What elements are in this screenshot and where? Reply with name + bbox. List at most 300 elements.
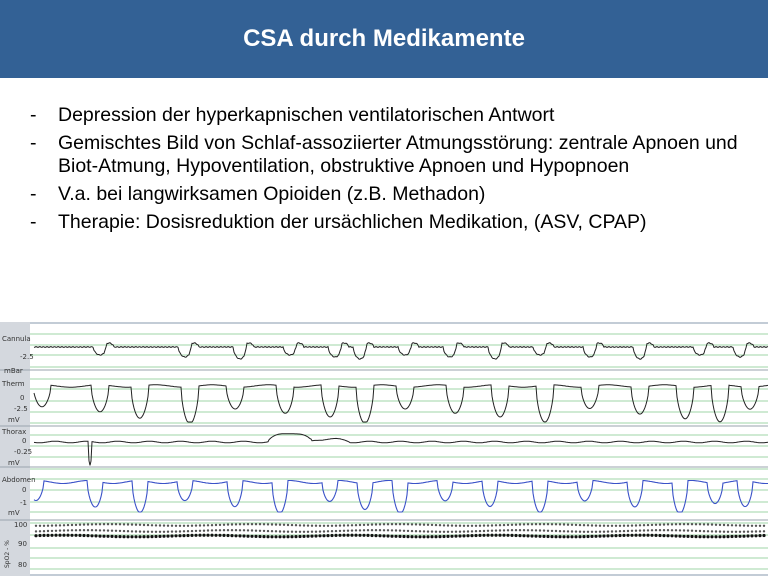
spo2-dot xyxy=(687,523,689,525)
spo2-dot xyxy=(63,529,65,531)
spo2-dot xyxy=(706,535,709,538)
spo2-dot xyxy=(478,534,481,537)
spo2-dot xyxy=(491,530,493,532)
spo2-dot xyxy=(379,529,381,531)
spo2-dot xyxy=(299,524,301,526)
bullet-item xyxy=(30,183,750,206)
spo2-dot xyxy=(230,534,233,537)
spo2-dot xyxy=(747,531,749,533)
spo2-dot xyxy=(218,534,221,537)
spo2-dot xyxy=(511,524,513,526)
spo2-dot xyxy=(662,534,665,537)
spo2-dot xyxy=(99,523,101,525)
spo2-dot xyxy=(579,524,581,526)
spo2-dot xyxy=(731,524,733,526)
spo2-dot xyxy=(402,535,405,538)
bullet-marker: - xyxy=(30,132,37,154)
spo2-dot xyxy=(202,534,205,537)
spo2-dot xyxy=(142,535,145,538)
spo2-dot xyxy=(163,531,165,533)
spo2-dot xyxy=(647,524,649,526)
spo2-dot xyxy=(366,534,369,537)
spo2-dot xyxy=(198,534,201,537)
polygraphy-svg xyxy=(0,322,768,576)
spo2-dot xyxy=(119,523,121,525)
spo2-dot xyxy=(323,530,325,532)
spo2-dot xyxy=(595,531,597,533)
spo2-dot xyxy=(379,523,381,525)
spo2-dot xyxy=(102,535,105,538)
spo2-dot xyxy=(615,530,617,532)
spo2-dot xyxy=(599,531,601,533)
spo2-dot xyxy=(759,525,761,527)
bullet-item xyxy=(30,104,750,127)
spo2-dot xyxy=(367,524,369,526)
spo2-dot xyxy=(291,531,293,533)
spo2-dot xyxy=(463,525,465,527)
spo2-dot xyxy=(667,523,669,525)
spo2-dot xyxy=(115,523,117,525)
spo2-dot xyxy=(499,524,501,526)
spo2-dot xyxy=(111,530,113,532)
spo2-dot xyxy=(403,523,405,525)
spo2-dot xyxy=(558,535,561,538)
spo2-dot xyxy=(495,524,497,526)
spo2-dot xyxy=(551,523,553,525)
spo2-dot xyxy=(203,530,205,532)
spo2-dot xyxy=(143,524,145,526)
bullet-item xyxy=(30,132,750,178)
spo2-dot xyxy=(594,535,597,538)
spo2-dot xyxy=(715,530,717,532)
spo2-dot xyxy=(334,534,337,537)
spo2-dot xyxy=(159,531,161,533)
spo2-dot xyxy=(642,534,645,537)
spo2-dot xyxy=(306,535,309,538)
spo2-dot xyxy=(383,529,385,531)
spo2-dot xyxy=(519,529,521,531)
spo2-dot xyxy=(310,535,313,538)
axis-tick-label: -2.5 xyxy=(14,405,28,413)
spo2-dot xyxy=(206,534,209,537)
spo2-dot xyxy=(435,524,437,526)
spo2-dot xyxy=(582,535,585,538)
spo2-dot xyxy=(234,534,237,537)
spo2-dot xyxy=(550,535,553,538)
spo2-dot xyxy=(115,530,117,532)
spo2-dot xyxy=(358,534,361,537)
spo2-dot xyxy=(71,524,73,526)
spo2-dot xyxy=(702,535,705,538)
spo2-dot xyxy=(618,534,621,537)
spo2-dot xyxy=(547,523,549,525)
spo2-dot xyxy=(286,535,289,538)
spo2-dot xyxy=(451,531,453,533)
spo2-dot xyxy=(170,534,173,537)
spo2-dot xyxy=(287,524,289,526)
spo2-dot xyxy=(139,530,141,532)
spo2-dot xyxy=(595,524,597,526)
spo2-dot xyxy=(307,524,309,526)
spo2-dot xyxy=(571,524,573,526)
spo2-dot xyxy=(619,525,621,527)
spo2-dot xyxy=(178,534,181,537)
spo2-dot xyxy=(555,523,557,525)
signal-traces xyxy=(34,343,768,539)
spo2-dot xyxy=(147,531,149,533)
spo2-dot xyxy=(386,534,389,537)
spo2-dot xyxy=(263,530,265,532)
spo2-dot xyxy=(106,535,109,538)
spo2-dot xyxy=(294,535,297,538)
spo2-dot xyxy=(671,523,673,525)
spo2-dot xyxy=(623,530,625,532)
spo2-dot xyxy=(318,534,321,537)
spo2-dot xyxy=(327,525,329,527)
spo2-dot xyxy=(639,524,641,526)
spo2-dot xyxy=(346,534,349,537)
spo2-dot xyxy=(482,534,485,537)
spo2-dot xyxy=(103,523,105,525)
spo2-dot xyxy=(450,535,453,538)
spo2-dot xyxy=(58,534,61,537)
spo2-dot xyxy=(487,530,489,532)
spo2-dot xyxy=(267,530,269,532)
unit-label: mBar xyxy=(4,367,23,375)
spo2-dot xyxy=(55,530,57,532)
spo2-dot xyxy=(110,535,113,538)
spo2-dot xyxy=(590,535,593,538)
spo2-dot xyxy=(235,523,237,525)
spo2-dot xyxy=(643,524,645,526)
spo2-dot xyxy=(135,530,137,532)
spo2-dot xyxy=(538,535,541,538)
spo2-dot xyxy=(175,525,177,527)
spo2-dot xyxy=(430,535,433,538)
bullet-text: Gemischtes Bild von Schlaf-assoziierter Atmungsstörung: zentrale Apnoen und Biot-Atmung, Hypoventilation, obstruktive Apnoen und Hypopnoen xyxy=(58,132,738,177)
spo2-dot xyxy=(619,530,621,532)
spo2-dot xyxy=(39,530,41,532)
spo2-dot xyxy=(703,523,705,525)
spo2-dot xyxy=(763,530,765,532)
spo2-dot xyxy=(219,524,221,526)
spo2-dot xyxy=(383,523,385,525)
spo2-dot xyxy=(95,529,97,531)
spo2-dot xyxy=(394,535,397,538)
spo2-dot xyxy=(495,529,497,531)
spo2-dot xyxy=(359,524,361,526)
spo2-dot xyxy=(683,529,685,531)
spo2-dot xyxy=(747,525,749,527)
spo2-dot xyxy=(79,524,81,526)
spo2-dot xyxy=(715,524,717,526)
spo2-dot xyxy=(414,535,417,538)
spo2-dot xyxy=(682,535,685,538)
spo2-dot xyxy=(395,529,397,531)
spo2-dot xyxy=(143,531,145,533)
spo2-dot xyxy=(607,525,609,527)
spo2-dot xyxy=(295,531,297,533)
spo2-dot xyxy=(502,534,505,537)
spo2-dot xyxy=(519,523,521,525)
spo2-dot xyxy=(530,534,533,537)
spo2-dot xyxy=(703,530,705,532)
spo2-dot xyxy=(431,530,433,532)
spo2-dot xyxy=(598,535,601,538)
spo2-dot xyxy=(539,529,541,531)
spo2-dot xyxy=(87,529,89,531)
spo2-dot xyxy=(555,530,557,532)
channel-name-label: Therm xyxy=(2,380,25,388)
spo2-dot xyxy=(54,534,57,537)
spo2-dot xyxy=(683,523,685,525)
spo2-dot xyxy=(723,524,725,526)
spo2-dot xyxy=(311,525,313,527)
spo2-dot xyxy=(259,530,261,532)
spo2-dot xyxy=(587,531,589,533)
spo2-dot xyxy=(455,531,457,533)
spo2-dot-row xyxy=(34,534,765,539)
spo2-dot xyxy=(71,529,73,531)
spo2-dot xyxy=(638,534,641,537)
spo2-dot xyxy=(738,535,741,538)
spo2-dot xyxy=(111,523,113,525)
spo2-dot xyxy=(606,534,609,537)
spo2-dot xyxy=(514,534,517,537)
spo2-dot xyxy=(311,531,313,533)
spo2-dot xyxy=(127,530,129,532)
spo2-dot xyxy=(711,530,713,532)
spo2-dot xyxy=(187,530,189,532)
axis-tick-label: 90 xyxy=(18,540,27,548)
spo2-dot xyxy=(166,535,169,538)
spo2-dot xyxy=(131,523,133,525)
spo2-dot xyxy=(382,534,385,537)
bullet-list xyxy=(30,104,750,239)
spo2-dot xyxy=(531,529,533,531)
spo2-dot xyxy=(258,535,261,538)
spo2-dot xyxy=(199,524,201,526)
spo2-dot xyxy=(439,531,441,533)
spo2-dot xyxy=(319,525,321,527)
spo2-dot xyxy=(283,530,285,532)
spo2-dot xyxy=(307,531,309,533)
spo2-dot xyxy=(130,535,133,538)
spo2-dot xyxy=(623,525,625,527)
spo2-dot xyxy=(210,534,213,537)
spo2-dot xyxy=(219,529,221,531)
spo2-dot xyxy=(275,530,277,532)
spo2-dot xyxy=(415,530,417,532)
channel-name-label: SpO2 - % xyxy=(4,540,11,568)
spo2-dot xyxy=(211,524,213,526)
spo2-dot xyxy=(354,534,357,537)
spo2-dot xyxy=(722,535,725,538)
spo2-dot xyxy=(351,524,353,526)
spo2-dot xyxy=(226,534,229,537)
spo2-dot xyxy=(314,534,317,537)
spo2-dot xyxy=(94,534,97,537)
spo2-dot xyxy=(727,524,729,526)
spo2-dot xyxy=(587,524,589,526)
spo2-dot xyxy=(127,523,129,525)
spo2-dot xyxy=(730,535,733,538)
spo2-dot xyxy=(35,525,37,527)
spo2-dot xyxy=(343,530,345,532)
spo2-dot xyxy=(563,523,565,525)
spo2-dot xyxy=(742,535,745,538)
spo2-dot xyxy=(391,529,393,531)
spo2-dot xyxy=(526,534,529,537)
spo2-dot xyxy=(371,523,373,525)
spo2-dot xyxy=(398,535,401,538)
spo2-dot xyxy=(78,534,81,537)
spo2-dot xyxy=(443,531,445,533)
spo2-dot xyxy=(139,524,141,526)
spo2-dot xyxy=(299,531,301,533)
spo2-dot xyxy=(223,529,225,531)
spo2-dot xyxy=(35,530,37,532)
spo2-dot xyxy=(207,524,209,526)
spo2-dot xyxy=(655,524,657,526)
spo2-dot xyxy=(199,530,201,532)
spo2-dot xyxy=(67,524,69,526)
spo2-dot xyxy=(74,534,77,537)
spo2-dot xyxy=(611,525,613,527)
spo2-dot xyxy=(562,535,565,538)
spo2-dot xyxy=(223,524,225,526)
spo2-dot xyxy=(339,530,341,532)
bullet-text: Depression der hyperkapnischen ventilatorischen Antwort xyxy=(58,104,555,126)
spo2-dot xyxy=(339,524,341,526)
axis-tick-label: 0 xyxy=(20,394,25,402)
spo2-dot xyxy=(350,534,353,537)
spo2-dot xyxy=(75,529,77,531)
spo2-dot xyxy=(743,531,745,533)
spo2-dot xyxy=(279,524,281,526)
spo2-dot xyxy=(302,535,305,538)
spo2-dot xyxy=(531,523,533,525)
spo2-dot xyxy=(183,525,185,527)
spo2-dot xyxy=(754,534,757,537)
spo2-dot xyxy=(355,524,357,526)
spo2-dot xyxy=(99,529,101,531)
spo2-dot xyxy=(646,534,649,537)
spo2-dot xyxy=(434,535,437,538)
spo2-dot xyxy=(455,525,457,527)
spo2-dot xyxy=(83,529,85,531)
spo2-dot xyxy=(90,534,93,537)
spo2-dot xyxy=(522,534,525,537)
spo2-dot xyxy=(43,525,45,527)
unit-label: mV xyxy=(8,459,20,467)
spo2-dot xyxy=(695,523,697,525)
spo2-dot xyxy=(575,530,577,532)
spo2-dot xyxy=(331,530,333,532)
spo2-dot xyxy=(298,535,301,538)
spo2-dot xyxy=(475,525,477,527)
spo2-dot xyxy=(331,525,333,527)
spo2-dot xyxy=(714,535,717,538)
spo2-dot xyxy=(158,535,161,538)
spo2-dot xyxy=(687,529,689,531)
spo2-dot xyxy=(67,529,69,531)
axis-tick-label: 0 xyxy=(22,486,27,494)
spo2-dot xyxy=(66,534,69,537)
thorax-trace xyxy=(34,434,768,466)
spo2-dot xyxy=(498,534,501,537)
spo2-dot xyxy=(523,523,525,525)
spo2-dot xyxy=(486,534,489,537)
spo2-dot xyxy=(51,530,53,532)
spo2-dot xyxy=(163,524,165,526)
spo2-dot xyxy=(231,529,233,531)
spo2-dot xyxy=(47,530,49,532)
axis-tick-label: -2.5 xyxy=(20,353,34,361)
spo2-dot xyxy=(162,535,165,538)
spo2-dot xyxy=(415,523,417,525)
spo2-dot xyxy=(378,534,381,537)
spo2-dot xyxy=(326,534,329,537)
spo2-dot xyxy=(375,523,377,525)
spo2-dot xyxy=(491,524,493,526)
spo2-dot xyxy=(347,524,349,526)
spo2-dot xyxy=(95,523,97,525)
spo2-dot xyxy=(231,523,233,525)
spo2-dot xyxy=(222,534,225,537)
bullet-marker: - xyxy=(30,183,37,205)
spo2-dot xyxy=(214,534,217,537)
spo2-dot xyxy=(59,524,61,526)
spo2-dot xyxy=(750,534,753,537)
spo2-dot xyxy=(503,529,505,531)
spo2-dot xyxy=(363,529,365,531)
spo2-dot xyxy=(626,534,629,537)
spo2-dot xyxy=(278,535,281,538)
spo2-dot xyxy=(403,530,405,532)
spo2-dot xyxy=(167,531,169,533)
spo2-dot xyxy=(651,524,653,526)
spo2-dot xyxy=(211,529,213,531)
spo2-dot xyxy=(251,523,253,525)
spo2-dot xyxy=(123,530,125,532)
spo2-dot xyxy=(279,530,281,532)
spo2-dot xyxy=(459,525,461,527)
spo2-dot xyxy=(338,534,341,537)
spo2-dot xyxy=(723,531,725,533)
spo2-dot xyxy=(283,524,285,526)
spo2-dot xyxy=(411,523,413,525)
spo2-dot xyxy=(399,523,401,525)
spo2-dot xyxy=(631,524,633,526)
spo2-dot xyxy=(427,524,429,526)
spo2-dot xyxy=(246,535,249,538)
spo2-dot xyxy=(739,524,741,526)
spo2-dot xyxy=(559,523,561,525)
spo2-dot xyxy=(490,534,493,537)
spo2-dot xyxy=(615,525,617,527)
spo2-dot xyxy=(103,529,105,531)
axis-tick-label: 80 xyxy=(18,561,27,569)
spo2-dot xyxy=(751,525,753,527)
spo2-dot xyxy=(690,535,693,538)
spo2-dot xyxy=(410,535,413,538)
spo2-dot xyxy=(435,531,437,533)
spo2-dot xyxy=(503,524,505,526)
axis-tick-label: -1 xyxy=(20,499,27,507)
spo2-dot xyxy=(135,524,137,526)
spo2-dot xyxy=(107,529,109,531)
